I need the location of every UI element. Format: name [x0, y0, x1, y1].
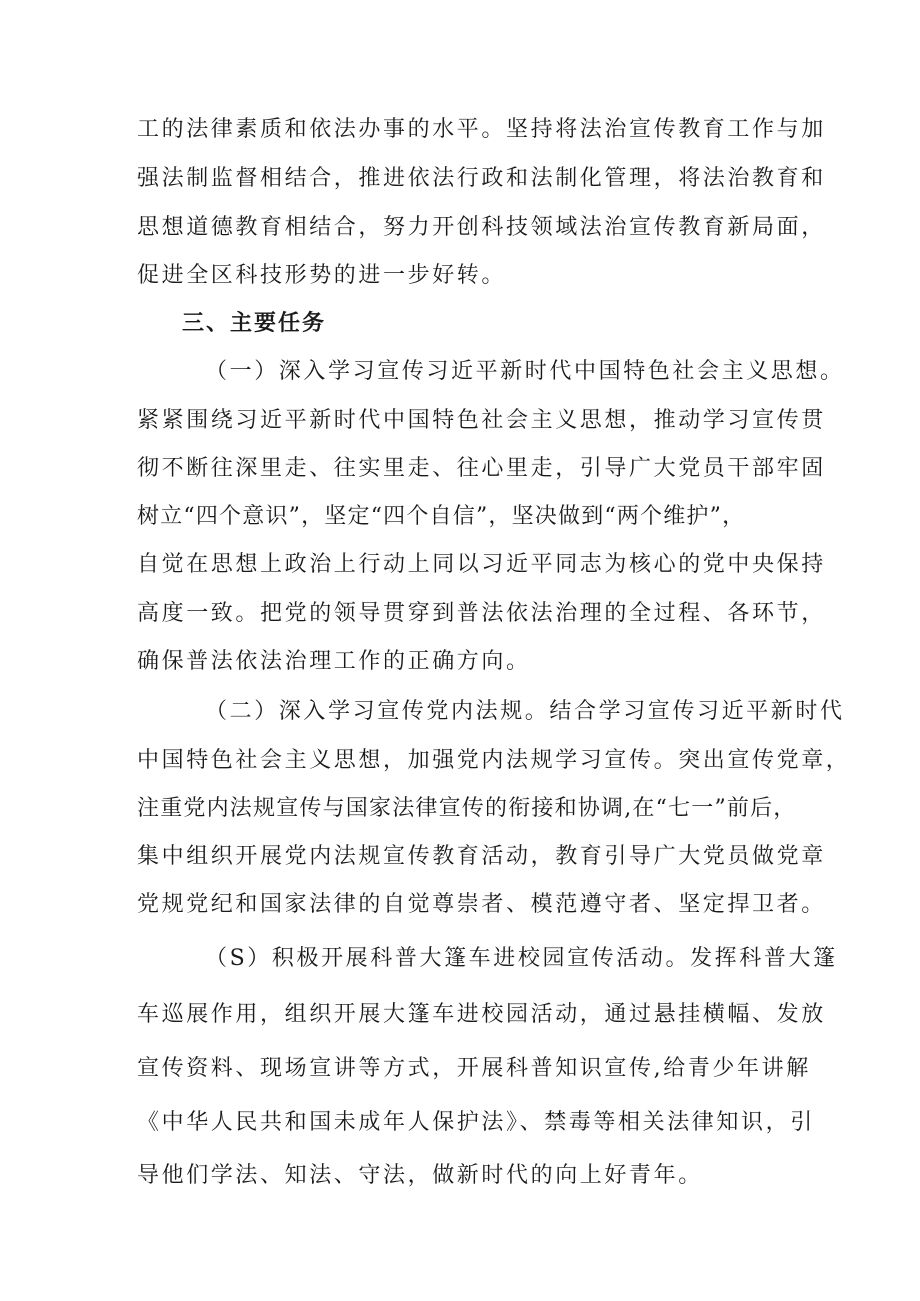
section-heading: 三、主要任务	[182, 311, 327, 336]
item1-line-6: 高度一致。把党的领导贯穿到普法依法治理的全过程、各环节，	[137, 601, 826, 626]
item1-line-7: 确保普法依法治理工作的正确方向。	[137, 649, 531, 674]
item2-line-3: 注重党内法规宣传与国家法律宣传的衔接和协调,在“七一”前后，	[137, 796, 797, 821]
intro-line-1: 工的法律素质和依法办事的水平。坚持将法治宣传教育工作与加	[137, 117, 826, 142]
item1-line-1: （一）深入学习宣传习近平新时代中国特色社会主义思想。	[205, 359, 845, 384]
intro-line-3: 思想道德教育相结合，努力开创科技领域法治宣传教育新局面，	[137, 215, 826, 240]
item2-line-5: 党规党纪和国家法律的自觉尊崇者、模范遵守者、坚定捍卫者。	[137, 892, 826, 917]
item2-line-4: 集中组织开展党内法规宣传教育活动，教育引导广大党员做党章	[137, 844, 826, 869]
item3-line-2: 车巡展作用，组织开展大篷车进校园活动，通过悬挂横幅、发放	[137, 1002, 826, 1027]
item3-line-4: 《中华人民共和国未成年人保护法》、禁毒等相关法律知识，引	[137, 1110, 815, 1135]
intro-line-4: 促进全区科技形势的进一步好转。	[137, 263, 507, 288]
item1-line-2: 紧紧围绕习近平新时代中国特色社会主义思想，推动学习宣传贯	[137, 408, 826, 433]
item3-line-3: 宣传资料、现场宣讲等方式，开展科普知识宣传,给青少年讲解	[137, 1056, 811, 1081]
item3-line-5: 导他们学法、知法、守法，做新时代的向上好青年。	[137, 1163, 703, 1188]
item1-line-3: 彻不断往深里走、往实里走、往心里走，引导广大党员干部牢固	[137, 456, 826, 481]
item3-line-1: （S）积极开展科普大篷车进校园宣传活动。发挥科普大篷	[205, 946, 838, 971]
intro-line-2: 强法制监督相结合，推进依法行政和法制化管理，将法治教育和	[137, 166, 826, 191]
item1-line-5: 自觉在思想上政治上行动上同以习近平同志为核心的党中央保持	[137, 552, 826, 577]
item2-line-1: （二）深入学习宣传党内法规。结合学习宣传习近平新时代	[205, 699, 845, 724]
item2-line-2: 中国特色社会主义思想，加强党内法规学习宣传。突出宣传党章，	[137, 748, 851, 773]
item1-line-4: 树立“四个意识”，坚定“四个自信”，坚决做到“两个维护”，	[137, 504, 746, 529]
